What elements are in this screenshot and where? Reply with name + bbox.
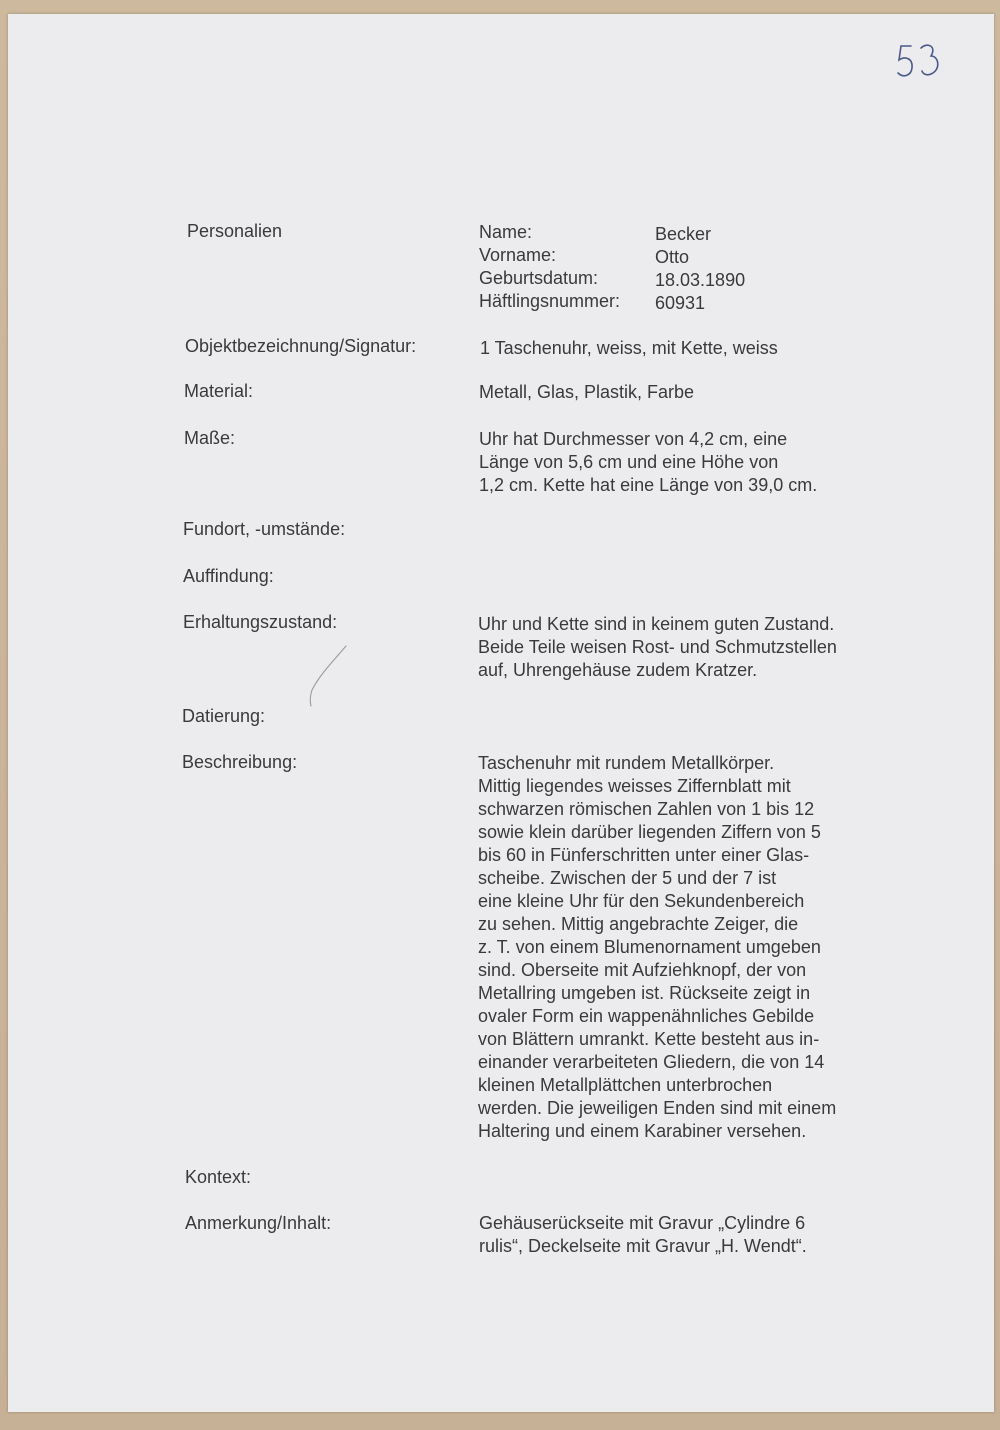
description-line: eine kleine Uhr für den Sekundenbereich bbox=[478, 891, 805, 911]
object-value: 1 Taschenuhr, weiss, mit Kette, weiss bbox=[480, 338, 778, 358]
handwritten-page-number bbox=[893, 40, 953, 86]
measures-line: Länge von 5,6 cm und eine Höhe von bbox=[479, 452, 779, 472]
condition-line: auf, Uhrengehäuse zudem Kratzer. bbox=[478, 660, 758, 680]
condition-line: Uhr und Kette sind in keinem guten Zustand. bbox=[478, 614, 835, 634]
material-value: Metall, Glas, Plastik, Farbe bbox=[479, 382, 695, 402]
personal-key: Vorname: bbox=[479, 245, 557, 265]
measures-value bbox=[479, 428, 817, 497]
personal-section-label: Personalien bbox=[187, 221, 283, 241]
description-line: kleinen Metallplättchen unterbrochen bbox=[478, 1075, 773, 1095]
description-line: Taschenuhr mit rundem Metallkörper. bbox=[478, 753, 775, 773]
dating-label: Datierung: bbox=[182, 706, 266, 726]
personal-value: Becker bbox=[655, 224, 712, 244]
description-line: bis 60 in Fünferschritten unter einer Glas- bbox=[478, 845, 810, 865]
note-value bbox=[479, 1212, 807, 1258]
description-line: schwarzen römischen Zahlen von 1 bis 12 bbox=[478, 799, 815, 819]
description-line: sind. Oberseite mit Aufziehknopf, der von bbox=[478, 960, 807, 980]
note-line: Gehäuserückseite mit Gravur „Cylindre 6 bbox=[479, 1213, 806, 1233]
personal-key: Name: bbox=[479, 222, 533, 242]
description-line: von Blättern umrankt. Kette besteht aus in- bbox=[478, 1029, 820, 1049]
description-line: Haltering und einem Karabiner versehen. bbox=[478, 1121, 807, 1141]
findspot-label: Fundort, -umstände: bbox=[183, 519, 346, 539]
context-label: Kontext: bbox=[185, 1167, 252, 1187]
condition-value bbox=[478, 613, 837, 682]
description-line: ovaler Form ein wappenähnliches Gebilde bbox=[478, 1006, 815, 1026]
object-label: Objektbezeichnung/Signatur: bbox=[185, 336, 417, 356]
condition-line: Beide Teile weisen Rost- und Schmutzstellen bbox=[478, 637, 837, 657]
description-line: Mittig liegendes weisses Ziffernblatt mit bbox=[478, 776, 791, 796]
description-line: scheibe. Zwischen der 5 und der 7 ist bbox=[478, 868, 777, 888]
discovery-label: Auffindung: bbox=[183, 566, 274, 586]
description-line: zu sehen. Mittig angebrachte Zeiger, die bbox=[478, 914, 799, 934]
description-line: einander verarbeiteten Gliedern, die von 14 bbox=[478, 1052, 825, 1072]
description-label: Beschreibung: bbox=[182, 752, 298, 772]
description-line: Metallring umgeben ist. Rückseite zeigt in bbox=[478, 983, 811, 1003]
personal-value: 60931 bbox=[655, 293, 706, 313]
condition-label: Erhaltungszustand: bbox=[183, 612, 338, 632]
description-value bbox=[478, 752, 836, 1143]
note-line: rulis“, Deckelseite mit Gravur „H. Wendt“. bbox=[479, 1236, 807, 1256]
measures-label: Maße: bbox=[184, 428, 236, 448]
pencil-stroke-mark bbox=[300, 640, 360, 715]
material-label: Material: bbox=[184, 381, 254, 401]
description-line: werden. Die jeweiligen Enden sind mit einem bbox=[478, 1098, 837, 1118]
measures-line: Uhr hat Durchmesser von 4,2 cm, eine bbox=[479, 429, 788, 449]
description-line: sowie klein darüber liegenden Ziffern von 5 bbox=[478, 822, 821, 842]
note-label: Anmerkung/Inhalt: bbox=[185, 1213, 332, 1233]
personal-value: Otto bbox=[655, 247, 690, 267]
description-line: z. T. von einem Blumenornament umgeben bbox=[478, 937, 821, 957]
measures-line: 1,2 cm. Kette hat eine Länge von 39,0 cm. bbox=[479, 475, 818, 495]
personal-key: Geburtsdatum: bbox=[479, 268, 599, 288]
personal-key: Häftlingsnummer: bbox=[479, 291, 621, 311]
personal-value: 18.03.1890 bbox=[655, 270, 746, 290]
